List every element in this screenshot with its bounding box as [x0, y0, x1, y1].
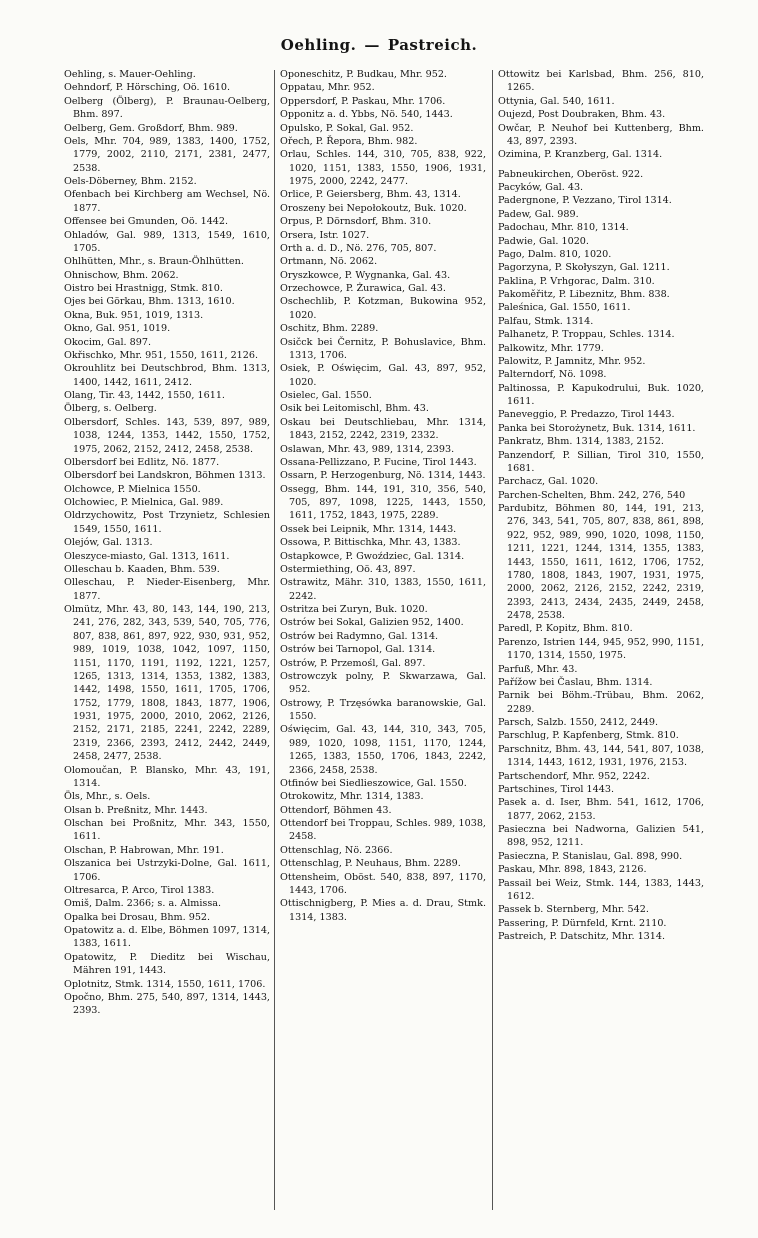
index-entry: Osielec, Gal. 1550. [280, 390, 372, 401]
index-entry: Palterndorf, Nö. 1098. [498, 369, 607, 381]
index-entry: Pagorzyna, P. Skołyszyn, Gal. 1211. [498, 262, 670, 274]
index-entry: Olbersdorf bei Edlitz, Nö. 1877. [64, 456, 220, 468]
index-entry: Olang, Tir. 43, 1442, 1550, 1611. [64, 390, 225, 401]
index-entry: Otfinów bei Siedlieszowice, Gal. 1550. [280, 777, 467, 789]
index-entry: Padochau, Mhr. 810, 1314. [498, 222, 629, 234]
index-entry: Osik bei Leitomischl, Bhm. 43. [280, 403, 429, 415]
index-entry: Ojes bei Görkau, Bhm. 1313, 1610. [64, 296, 235, 308]
index-entry: Ottensheim, Oböst. 540, 838, 897, 1170, 1443, 1706. [280, 871, 486, 896]
index-entry: Orlice, P. Geiersberg, Bhm. 43, 1314. [280, 189, 461, 201]
index-entry: Ossowa, P. Bittischka, Mhr. 43, 1383. [280, 537, 461, 549]
index-entry: Parschnitz, Bhm. 43, 144, 541, 807, 1038, 1314, 1443, 1612, 1931, 1976, 2153. [498, 743, 704, 769]
index-entry: Opatowitz a. d. Elbe, Böhmen 1097, 1314, 1383, 1611. [64, 925, 270, 950]
index-entry: Panka bei Storożynetz, Buk. 1314, 1611. [498, 422, 696, 434]
index-entry: Paleśnica, Gal. 1550, 1611. [498, 302, 631, 314]
index-entry: Ohnischow, Bhm. 2062. [64, 269, 179, 281]
index-entry: Olomoučan, P. Blansko, Mhr. 43, 191, 1314. [64, 764, 270, 789]
index-entry: Ossek bei Leipnik, Mhr. 1314, 1443. [280, 523, 457, 535]
index-entry: Oelberg (Ölberg), P. Braunau-Oelberg, Bhm. 897. [64, 95, 270, 121]
index-entry: Owčar, P. Neuhof bei Kuttenberg, Bhm. 43, 897, 2393. [498, 122, 704, 147]
index-entry: Padergnone, P. Vezzano, Tirol 1314. [498, 195, 672, 207]
index-entry: Orzechowce, P. Żurawica, Gal. 43. [280, 283, 446, 294]
index-entry: Oschitz, Bhm. 2289. [280, 323, 379, 335]
index-entry: Pasek a. d. Iser, Bhm. 541, 1612, 1706, 1877, 2062, 2153. [498, 797, 704, 822]
index-entry: Oświęcim, Gal. 43, 144, 310, 343, 705, 989, 1020, 1098, 1151, 1170, 1244, 1265, 1383, 1550, 1706, 1843, 2242, 2366, 2458, 2538. [280, 724, 486, 776]
index-entry: Paneveggio, P. Predazzo, Tirol 1443. [498, 409, 675, 421]
index-entry: Oskau bei Deutschliebau, Mhr. 1314, 1843, 2152, 2242, 2319, 2332. [280, 416, 486, 442]
index-entry: Oslawan, Mhr. 43, 989, 1314, 2393. [280, 443, 455, 455]
index-entry: Opatowitz, P. Dieditz bei Wischau, Mähren 191, 1443. [64, 951, 270, 977]
index-entry: Orlau, Schles. 144, 310, 705, 838, 922, 1020, 1151, 1383, 1550, 1906, 1931, 1975, 2000, 2242, 2477. [280, 149, 486, 187]
index-entry: Padwie, Gal. 1020. [498, 235, 589, 247]
index-entry: Olleschau b. Kaaden, Bhm. 539. [64, 563, 220, 575]
index-entry: Pankratz, Bhm. 1314, 1383, 2152. [498, 436, 664, 448]
index-entry: Ostrów bei Sokal, Galizien 952, 1400. [280, 617, 464, 629]
index-entry: Ostrawitz, Mähr. 310, 1383, 1550, 1611, 2242. [280, 577, 486, 602]
index-entry: Pacyków, Gal. 43. [498, 182, 584, 193]
index-entry: Ostrów bei Radymno, Gal. 1314. [280, 630, 439, 642]
index-entry: Oplotnitz, Stmk. 1314, 1550, 1611, 1706. [64, 978, 266, 990]
index-entry: Ottischnigberg, P. Mies a. d. Drau, Stmk. 1314, 1383. [280, 898, 486, 923]
index-entry: Öls, Mhr., s. Oels. [64, 791, 151, 803]
index-entry: Okrouhlitz bei Deutschbrod, Bhm. 1313, 1400, 1442, 1611, 2412. [64, 363, 270, 388]
index-entry: Passek b. Sternberg, Mhr. 542. [498, 904, 649, 916]
index-entry: Oschechlib, P. Kotzman, Bukowina 952, 1020. [280, 296, 486, 321]
index-entry: Offensee bei Gmunden, Oö. 1442. [64, 216, 229, 228]
index-entry: Ottendorf, Böhmen 43. [280, 804, 392, 816]
running-header [0, 36, 758, 54]
index-entry: Okocim, Gal. 897. [64, 336, 152, 348]
index-entry: Oelberg, Gem. Großdorf, Bhm. 989. [64, 122, 238, 134]
index-entry: Ostapkowce, P. Gwoździec, Gal. 1314. [280, 550, 465, 562]
index-entry: Parfuß, Mhr. 43. [498, 663, 578, 675]
index-column-1 [64, 68, 270, 1218]
index-entry: Ohlhütten, Mhr., s. Braun-Öhlhütten. [64, 256, 244, 268]
index-entry: Ostermiething, Oö. 43, 897. [280, 563, 416, 575]
index-entry: Ozimina, P. Kranzberg, Gal. 1314. [498, 149, 663, 161]
header-dash: — [364, 36, 380, 54]
index-entry: Panzendorf, P. Sillian, Tirol 310, 1550, 1681. [498, 449, 704, 474]
index-entry: Ofenbach bei Kirchberg am Wechsel, Nö. 1877. [64, 189, 270, 214]
index-entry: Ottendorf bei Troppau, Schles. 989, 1038, 2458. [280, 818, 486, 843]
index-entry: Otrokowitz, Mhr. 1314, 1383. [280, 791, 424, 803]
index-entry: Olejów, Gal. 1313. [64, 537, 153, 549]
index-entry: Okřischko, Mhr. 951, 1550, 1611, 2126. [64, 349, 259, 361]
index-entry: Palfau, Stmk. 1314. [498, 315, 594, 327]
index-entry: Oehling, s. Mauer-Oehling. [64, 69, 196, 80]
index-entry: Olschan bei Proßnitz, Mhr. 343, 1550, 1611. [64, 818, 270, 843]
index-entry: Oels-Döberney, Bhm. 2152. [64, 176, 197, 187]
index-columns [64, 68, 714, 1218]
index-entry: Okna, Buk. 951, 1019, 1313. [64, 309, 204, 321]
index-entry: Olchowiec, P. Mielnica, Gal. 989. [64, 497, 224, 508]
index-entry: Oujezd, Post Doubraken, Bhm. 43. [498, 109, 666, 121]
index-entry: Opulsko, P. Sokal, Gal. 952. [280, 122, 414, 134]
index-entry: Omiš, Dalm. 2366; s. a. Almissa. [64, 898, 222, 910]
index-entry: Oels, Mhr. 704, 989, 1383, 1400, 1752, 1779, 2002, 2110, 2171, 2381, 2477, 2538. [64, 135, 270, 174]
index-entry: Passail bei Weiz, Stmk. 144, 1383, 1443, 1612. [498, 877, 704, 902]
index-entry: Osičck bei Černitz, P. Bohuslavice, Bhm. 1313, 1706. [280, 336, 486, 361]
index-entry: Oponeschitz, P. Budkau, Mhr. 952. [280, 69, 447, 80]
index-entry: Pastreich, P. Datschitz, Mhr. 1314. [498, 931, 666, 942]
index-entry: Paskau, Mhr. 898, 1843, 2126. [498, 864, 647, 876]
index-entry: Paredl, P. Kopitz, Bhm. 810. [498, 623, 633, 635]
index-entry: Ölberg, s. Oelberg. [64, 403, 157, 415]
index-entry: Opponitz a. d. Ybbs, Nö. 540, 1443. [280, 109, 453, 121]
index-entry: Orsera, Istr. 1027. [280, 229, 370, 241]
index-entry: Oleszyce-miasto, Gal. 1313, 1611. [64, 550, 230, 562]
column-divider [492, 70, 493, 1210]
index-entry: Orth a. d. D., Nö. 276, 705, 807. [280, 242, 437, 254]
index-entry: Parenzo, Istrien 144, 945, 952, 990, 1151, 1170, 1314, 1550, 1975. [498, 636, 704, 662]
index-entry: Olsan b. Preßnitz, Mhr. 1443. [64, 804, 208, 816]
index-entry: Parschlug, P. Kapfenberg, Stmk. 810. [498, 730, 679, 742]
index-entry: Palhanetz, P. Troppau, Schles. 1314. [498, 329, 675, 341]
index-entry: Ossana-Pellizzano, P. Fucine, Tirol 1443. [280, 456, 477, 468]
index-entry: Oroszeny bei Nepołokoutz, Buk. 1020. [280, 202, 467, 214]
index-entry: Oppatau, Mhr. 952. [280, 82, 375, 94]
index-entry: Ořech, P. Řepora, Bhm. 982. [280, 135, 418, 147]
index-entry: Ossegg, Bhm. 144, 191, 310, 356, 540, 705, 897, 1098, 1225, 1443, 1550, 1611, 1752, 1843, 1975, 2289. [280, 483, 486, 522]
index-entry: Parsch, Salzb. 1550, 2412, 2449. [498, 717, 659, 728]
index-entry: Oehndorf, P. Hörsching, Oö. 1610. [64, 82, 231, 94]
index-entry: Pago, Dalm. 810, 1020. [498, 248, 612, 260]
index-entry: Pabneukirchen, Oberöst. 922. [498, 168, 644, 180]
index-entry: Pasieczna bei Nadworna, Galizien 541, 898, 952, 1211. [498, 824, 704, 849]
index-entry: Pakoměřitz, P. Libeznitz, Bhm. 838. [498, 289, 670, 300]
index-entry: Pardubitz, Böhmen 80, 144, 191, 213, 276, 343, 541, 705, 807, 838, 861, 898, 922, 952, 989, 990, 1020, 1098, 1150, 1211, 1221, 1244, 1314, 1355, 1383, 1443, 1550, 1611, 1612, 1706, 1752, 1780, 1808, 1843, 1907, 1931, 1975, 2000, 2062, 2126, 2152, 2242, 2319, 2393, 2413, 2434, 2435, 2449, 2458, 2478, 2538. [498, 503, 704, 621]
column-divider [274, 70, 275, 1210]
index-entry: Oldrzychowitz, Post Trzynietz, Schlesien 1549, 1550, 1611. [64, 510, 270, 535]
index-entry: Palkowitz, Mhr. 1779. [498, 342, 604, 354]
index-entry: Opočno, Bhm. 275, 540, 897, 1314, 1443, 2393. [64, 991, 270, 1017]
index-entry: Parchacz, Gal. 1020. [498, 476, 599, 488]
index-entry: Olleschau, P. Nieder-Eisenberg, Mhr. 1877. [64, 577, 270, 602]
index-entry: Padew, Gal. 989. [498, 208, 579, 220]
index-entry: Ostrowy, P. Trzęsówka baranowskie, Gal. 1550. [280, 697, 486, 722]
index-entry: Ottenschlag, P. Neuhaus, Bhm. 2289. [280, 858, 461, 870]
index-entry: Parnik bei Böhm.-Trübau, Bhm. 2062, 2289. [498, 690, 704, 715]
index-entry: Ossarn, P. Herzogenburg, Nö. 1314, 1443. [280, 470, 486, 482]
index-entry: Olbersdorf, Schles. 143, 539, 897, 989, 1038, 1244, 1353, 1442, 1550, 1752, 1975, 2062, 2152, 2412, 2458, 2538. [64, 416, 270, 455]
index-entry: Ostrów bei Tarnopol, Gal. 1314. [280, 644, 436, 656]
index-entry: Paltinossa, P. Kapukodrului, Buk. 1020, 1611. [498, 382, 704, 407]
index-entry: Ostrów, P. Przemośl, Gal. 897. [280, 657, 426, 669]
index-entry: Olschan, P. Habrowan, Mhr. 191. [64, 844, 224, 856]
index-entry: Ottowitz bei Karlsbad, Bhm. 256, 810, 1265. [498, 69, 704, 94]
index-entry: Ostrowczyk polny, P. Skwarzawa, Gal. 952. [280, 670, 486, 696]
index-entry: Ohladów, Gal. 989, 1313, 1549, 1610, 1705. [64, 229, 270, 254]
index-entry: Ottynia, Gal. 540, 1611. [498, 95, 615, 107]
index-entry: Osiek, P. Oświęcim, Gal. 43, 897, 952, 1020. [280, 363, 486, 388]
index-entry: Partschines, Tirol 1443. [498, 783, 615, 795]
index-entry: Partschendorf, Mhr. 952, 2242. [498, 770, 650, 782]
index-entry: Olszanica bei Ustrzyki-Dolne, Gal. 1611, 1706. [64, 858, 270, 883]
index-entry: Palowitz, P. Jamnitz, Mhr. 952. [498, 355, 646, 367]
index-entry: Olbersdorf bei Landskron, Böhmen 1313. [64, 470, 266, 482]
index-entry: Okno, Gal. 951, 1019. [64, 323, 171, 335]
index-entry: Ortmann, Nö. 2062. [280, 256, 378, 268]
index-entry: Opalka bei Drosau, Bhm. 952. [64, 911, 211, 923]
index-column-3 [498, 68, 704, 1218]
index-entry: Pařížow bei Časlau, Bhm. 1314. [498, 676, 653, 688]
index-column-2 [280, 68, 486, 1218]
index-entry: Oltresarca, P. Arco, Tirol 1383. [64, 884, 215, 896]
index-entry: Paklina, P. Vrhgorac, Dalm. 310. [498, 275, 655, 287]
index-entry: Olmütz, Mhr. 43, 80, 143, 144, 190, 213, 241, 276, 282, 343, 539, 540, 705, 776, 807, 838, 861, 897, 922, 930, 931, 952, 989, 1019, 1038, 1042, 1097, 1150, 1151, 1170, 1191, 1192, 1221, 1257, 1265, 1313, 1314, 1353, 1382, 1383, 1442, 1498, 1550, 1611, 1705, 1706, 1752, 1779, 1808, 1843, 1877, 1906, 1931, 1975, 2000, 2010, 2062, 2126, 2152, 2171, 2185, 2241, 2242, 2289, 2319, 2366, 2393, 2412, 2442, 2449, 2458, 2477, 2538. [64, 604, 270, 763]
index-entry: Pasieczna, P. Stanislau, Gal. 898, 990. [498, 850, 683, 862]
index-entry: Olchowce, P. Mielnica 1550. [64, 483, 201, 495]
index-entry: Oistro bei Hrastnigg, Stmk. 810. [64, 283, 223, 294]
index-entry: Ottenschlag, Nö. 2366. [280, 844, 393, 856]
header-last-word: Pastreich. [387, 36, 478, 54]
index-entry: Orpus, P. Dörnsdorf, Bhm. 310. [280, 216, 432, 228]
index-entry: Parchen-Schelten, Bhm. 242, 276, 540 [498, 489, 686, 501]
index-entry: Oryszkowce, P. Wygnanka, Gal. 43. [280, 269, 451, 281]
index-entry: Ostritza bei Zuryn, Buk. 1020. [280, 604, 428, 615]
index-entry: Oppersdorf, P. Paskau, Mhr. 1706. [280, 95, 446, 107]
index-entry: Passering, P. Dürnfeld, Krnt. 2110. [498, 917, 667, 929]
header-first-word: Oehling. [280, 36, 357, 54]
